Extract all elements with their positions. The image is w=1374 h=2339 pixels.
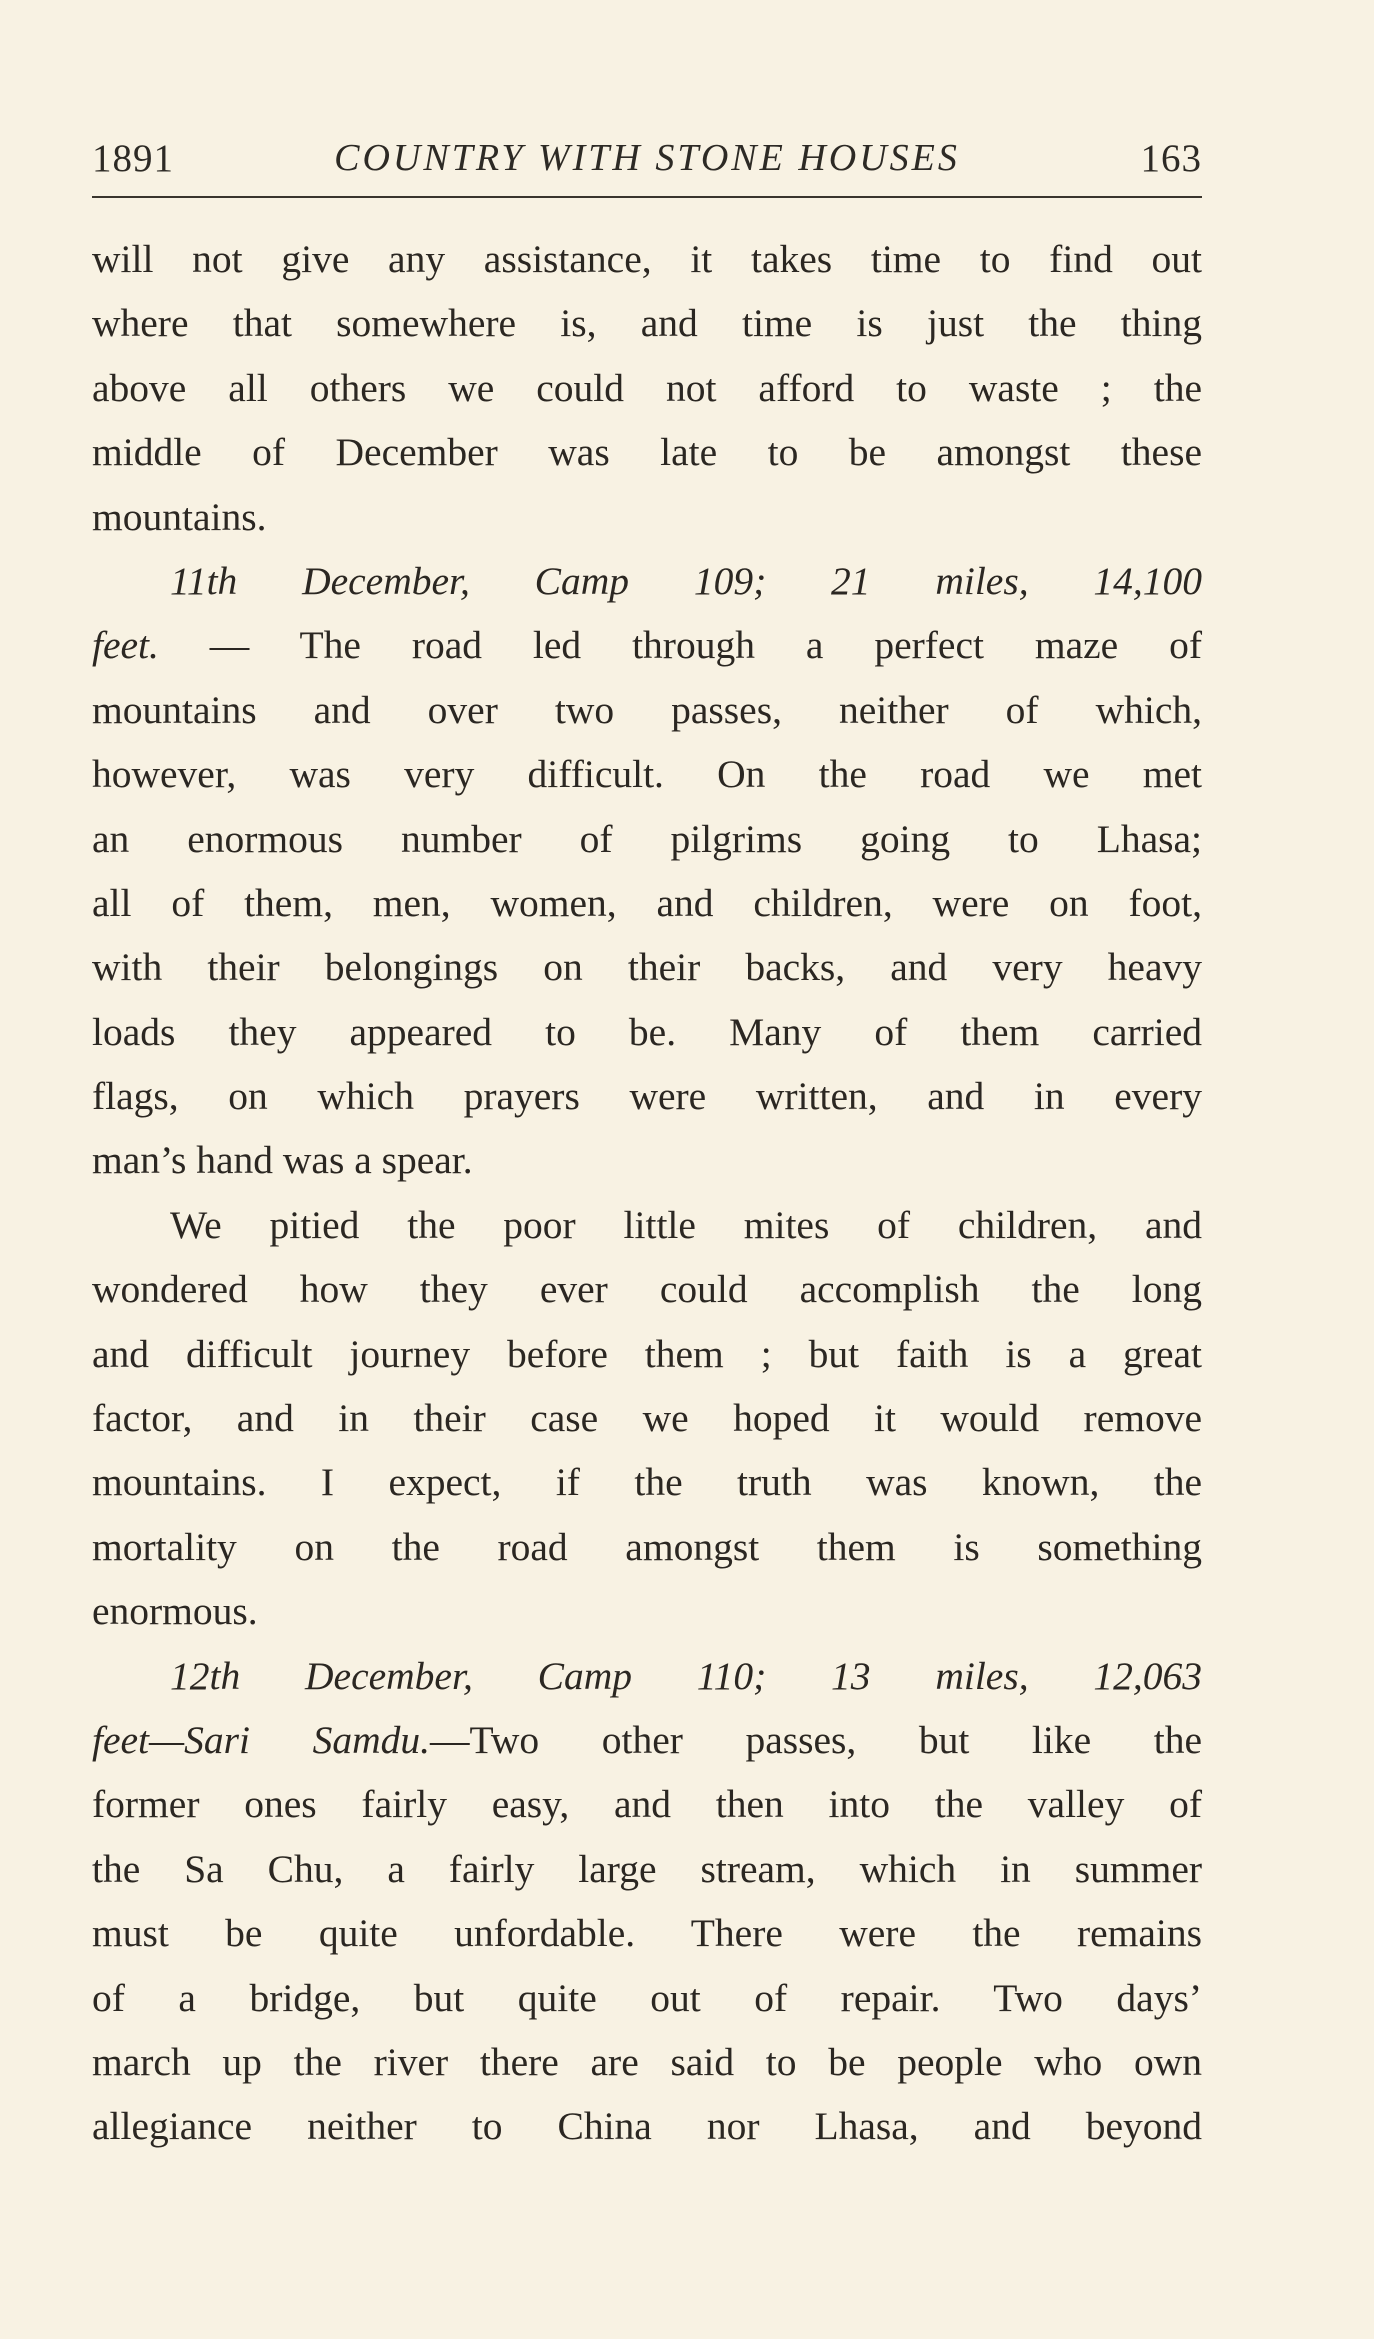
roman-text: mountains and over two passes, neither of which, [92,687,1202,732]
roman-text: the Sa Chu, a fairly large stream, which in summer [92,1846,1202,1891]
roman-text: We pitied the poor little mites of children, and [170,1202,1202,1247]
page-number: 163 [1140,137,1202,180]
roman-text: —Two other passes, but like the [429,1717,1202,1762]
text-line [92,1257,1202,1321]
text-line [92,742,1202,806]
roman-text: of a bridge, but quite out of repair. Two days’ [92,1975,1202,2020]
roman-text: where that somewhere is, and time is just the thing [92,301,1202,346]
text-line [92,613,1202,677]
text-line [92,1515,1202,1579]
roman-text: mountains. [92,494,267,539]
text-line [92,871,1202,935]
text-line [92,1837,1202,1901]
text-line [92,1386,1202,1450]
italic-text: feet. [92,623,159,668]
text-line [92,1579,1202,1643]
text-line [92,1064,1202,1128]
text-line [92,1322,1202,1386]
text-line [92,1450,1202,1514]
text-line [92,1193,1202,1257]
roman-text: will not give any assistance, it takes time to find out [92,237,1202,281]
roman-text: above all others we could not afford to waste ; the [92,365,1202,410]
text-line [92,2094,1202,2158]
roman-text: and difficult journey before them ; but faith is a great [92,1331,1202,1376]
roman-text: mountains. I expect, if the truth was known, the [92,1460,1202,1505]
roman-text: however, was very difficult. On the road we met [92,752,1202,797]
text-line [92,1772,1202,1836]
roman-text: march up the river there are said to be people who own [92,2039,1202,2084]
text-line [92,227,1202,291]
roman-text: enormous. [92,1589,258,1634]
italic-text: feet—Sari Samdu. [92,1717,430,1762]
roman-text: wondered how they ever could accomplish the long [92,1267,1202,1312]
roman-text: with their belongings on their backs, and very heavy [92,945,1202,990]
roman-text: mortality on the road amongst them is something [92,1524,1202,1569]
text-line [92,1000,1202,1064]
roman-text: an enormous number of pilgrims going to Lhasa; [92,816,1202,861]
roman-text: factor, and in their case we hoped it would remove [92,1396,1202,1441]
text-line [92,935,1202,999]
text-line [92,1901,1202,1965]
roman-text: must be quite unfordable. There were the remains [92,1911,1202,1956]
roman-text: flags, on which prayers were written, and in every [92,1074,1202,1119]
italic-text: 11th December, Camp 109; 21 miles, 14,100 [170,558,1202,603]
text-line [92,678,1202,742]
header-title: COUNTRY WITH STONE HOUSES [334,137,960,179]
text-line [92,420,1202,484]
roman-text: man’s hand was a spear. [92,1138,473,1183]
roman-text: middle of December was late to be amongst these [92,430,1202,475]
header-year: 1891 [92,137,174,180]
text-line [92,356,1202,420]
text-line [92,1128,1202,1192]
roman-text: loads they appeared to be. Many of them carried [92,1009,1202,1054]
text-line [92,291,1202,355]
text-line [92,2030,1202,2094]
text-line [92,485,1202,549]
roman-text: — The road led through a perfect maze of [158,623,1202,668]
text-line [92,1708,1202,1772]
roman-text: allegiance neither to China nor Lhasa, and beyond [92,2104,1202,2149]
body-text [92,227,1202,2159]
italic-text: 12th December, Camp 110; 13 miles, 12,063 [170,1653,1202,1698]
text-line [92,1966,1202,2030]
text-line [92,549,1202,613]
roman-text: former ones fairly easy, and then into the valley of [92,1782,1202,1827]
text-line [92,1644,1202,1708]
running-header [92,136,1202,186]
text-line [92,807,1202,871]
header-rule [92,196,1202,198]
roman-text: all of them, men, women, and children, were on foot, [92,880,1202,925]
